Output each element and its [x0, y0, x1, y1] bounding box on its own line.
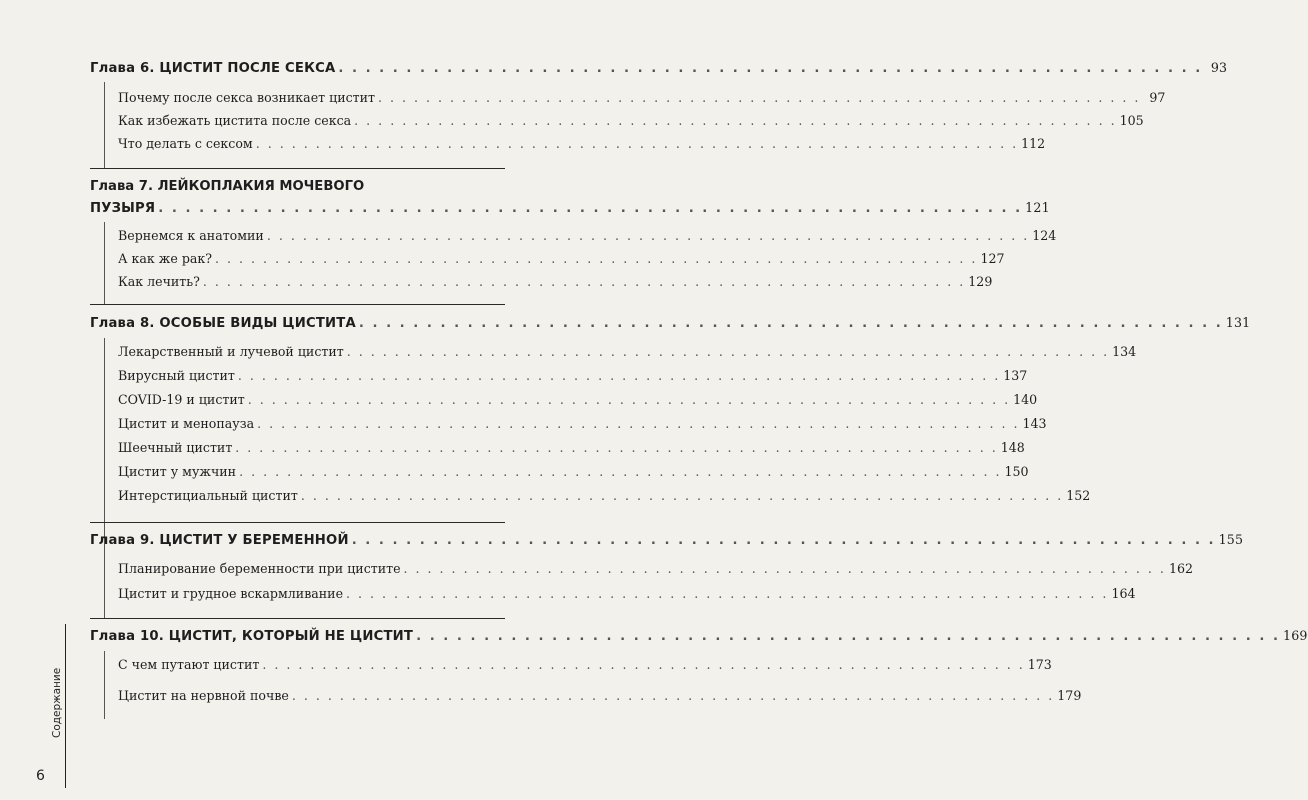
- dot-leader: . . . . . . . . . . . . . . . . . . . . . . . . . . . . . . . . . . . . . . . . . . . . . . . . . . . . . . . . . . . . . . . .: [291, 688, 1055, 703]
- entry-title: Лекарственный и лучевой цистит: [118, 344, 344, 359]
- section-bracket: [104, 555, 105, 618]
- entry-title: С чем путают цистит: [118, 657, 260, 672]
- entry-title: Вернемся к анатомии: [118, 228, 264, 243]
- entry-page: 134: [1112, 344, 1137, 359]
- chapter-title: Глава 8. ОСОБЫЕ ВИДЫ ЦИСТИТА: [90, 316, 356, 331]
- toc-chapter-8[interactable]: [90, 315, 1251, 331]
- toc-entry[interactable]: [118, 561, 1193, 576]
- entry-title: Как избежать цистита после секса: [118, 113, 352, 128]
- dot-leader: . . . . . . . . . . . . . . . . . . . . . . . . . . . . . . . . . . . . . . . . . . . . . . . . . . . . . . . . . . . . . . . .: [215, 251, 978, 266]
- dot-leader: . . . . . . . . . . . . . . . . . . . . . . . . . . . . . . . . . . . . . . . . . . . . . . . . . . . . . . . . . . . . . . . .: [266, 228, 1030, 243]
- entry-page: 179: [1057, 688, 1082, 703]
- toc-chapter-9[interactable]: [90, 532, 1244, 548]
- dot-leader: . . . . . . . . . . . . . . . . . . . . . . . . . . . . . . . . . . . . . . . . . . . . . . . . . . . . . . . . . . . . . . . .: [346, 344, 1110, 359]
- toc-chapter-7[interactable]: [90, 200, 1050, 216]
- toc-entry[interactable]: [118, 488, 1091, 503]
- toc-entry[interactable]: [118, 90, 1166, 105]
- entry-page: 173: [1027, 657, 1052, 672]
- dot-leader: . . . . . . . . . . . . . . . . . . . . . . . . . . . . . . . . . . . . . . . . . . . . . . . . . . . . . . . . . . . . . . . .: [237, 368, 1001, 383]
- chapter-title: Глава 9. ЦИСТИТ У БЕРЕМЕННОЙ: [90, 533, 349, 548]
- dot-leader: . . . . . . . . . . . . . . . . . . . . . . . . . . . . . . . . . . . . . . . . . . . . . . . . . . . . . . . . . . . . . . . .: [202, 274, 966, 289]
- toc-entry[interactable]: [118, 274, 993, 289]
- entry-page: 148: [1000, 440, 1025, 455]
- chapter-page: 169: [1282, 628, 1308, 643]
- entry-title: COVID-19 и цистит: [118, 392, 245, 407]
- entry-page: 129: [968, 274, 993, 289]
- chapter-title: Глава 10. ЦИСТИТ, КОТОРЫЙ НЕ ЦИСТИТ: [90, 629, 414, 644]
- entry-page: 140: [1013, 392, 1038, 407]
- dot-leader: . . . . . . . . . . . . . . . . . . . . . . . . . . . . . . . . . . . . . . . . . . . . . . . . . . . . . . . . . . . . . . . .: [300, 488, 1064, 503]
- entry-title: Почему после секса возникает цистит: [118, 90, 375, 105]
- dot-leader: . . . . . . . . . . . . . . . . . . . . . . . . . . . . . . . . . . . . . . . . . . . . . . . . . . . . . . . . . . . . . . . .: [346, 586, 1109, 601]
- entry-title: Вирусный цистит: [118, 368, 235, 383]
- entry-page: 124: [1032, 228, 1057, 243]
- toc-entry[interactable]: [118, 688, 1082, 703]
- dot-leader: . . . . . . . . . . . . . . . . . . . . . . . . . . . . . . . . . . . . . . . . . . . . . . . . . . . . . . . . . . . . . . . .: [358, 316, 1223, 331]
- section-divider: [90, 618, 505, 619]
- entry-page: 162: [1168, 561, 1193, 576]
- toc-chapter-6[interactable]: [90, 60, 1228, 76]
- dot-leader: . . . . . . . . . . . . . . . . . . . . . . . . . . . . . . . . . . . . . . . . . . . . . . . . . . . . . . . . . . . . . . . .: [235, 440, 998, 455]
- entry-page: 164: [1111, 586, 1136, 601]
- page-number: 6: [36, 768, 45, 784]
- entry-page: 143: [1022, 416, 1047, 431]
- toc-entry[interactable]: [118, 392, 1038, 407]
- toc-entry[interactable]: [118, 416, 1047, 431]
- entry-page: 127: [980, 251, 1005, 266]
- chapter-page: 155: [1218, 532, 1244, 547]
- section-divider: [90, 168, 505, 169]
- dot-leader: . . . . . . . . . . . . . . . . . . . . . . . . . . . . . . . . . . . . . . . . . . . . . . . . . . . . . . . . . . . . . . . .: [403, 561, 1166, 576]
- dot-leader: . . . . . . . . . . . . . . . . . . . . . . . . . . . . . . . . . . . . . . . . . . . . . . . . . . . . . . . . . . . . . . . .: [354, 113, 1117, 128]
- dot-leader: . . . . . . . . . . . . . . . . . . . . . . . . . . . . . . . . . . . . . . . . . . . . . . . . . . . . . . . . . . . . . . . .: [338, 61, 1203, 76]
- dot-leader: . . . . . . . . . . . . . . . . . . . . . . . . . . . . . . . . . . . . . . . . . . . . . . . . . . . . . . . . . . . . . . . .: [378, 90, 1141, 105]
- entry-title: Цистит на нервной почве: [118, 688, 289, 703]
- entry-title: Интерстициальный цистит: [118, 488, 298, 503]
- entry-page: 105: [1119, 113, 1144, 128]
- entry-title: Цистит и грудное вскармливание: [118, 586, 344, 601]
- dot-leader: . . . . . . . . . . . . . . . . . . . . . . . . . . . . . . . . . . . . . . . . . . . . . . . . . . . . . . . . . . . . . . . .: [247, 392, 1011, 407]
- entry-title: Цистит и менопауза: [118, 416, 255, 431]
- entry-page: 97: [1149, 90, 1166, 105]
- chapter-page: 121: [1025, 200, 1050, 215]
- entry-page: 112: [1021, 136, 1046, 151]
- margin-rule: [65, 624, 66, 788]
- toc-entry[interactable]: [118, 368, 1028, 383]
- dot-leader: . . . . . . . . . . . . . . . . . . . . . . . . . . . . . . . . . . . . . . . . . . . . . . . . . . . . . . . . . . . . . . . .: [351, 533, 1216, 548]
- dot-leader: . . . . . . . . . . . . . . . . . . . . . . . . . . . . . . . . . . . . . . . . . . . . . . . . . . . . . . . . . . . . . . . .: [239, 464, 1002, 479]
- running-header: Содержание: [51, 667, 63, 738]
- chapter-title: Глава 6. ЦИСТИТ ПОСЛЕ СЕКСА: [90, 61, 336, 76]
- dot-leader: . . . . . . . . . . . . . . . . . . . . . . . . . . . . . . . . . . . . . . . . . . . . . . . . . . . . . . . . . . . . . . . .: [262, 657, 1025, 672]
- chapter-page: 93: [1210, 60, 1228, 75]
- section-divider: [90, 304, 505, 305]
- entry-page: 150: [1004, 464, 1029, 479]
- section-bracket: [104, 651, 105, 719]
- toc-entry[interactable]: [118, 344, 1137, 359]
- section-bracket: [104, 222, 105, 304]
- toc-entry[interactable]: [118, 440, 1025, 455]
- toc-entry[interactable]: [118, 228, 1057, 243]
- entry-title: А как же рак?: [118, 251, 213, 266]
- toc-entry[interactable]: [118, 136, 1046, 151]
- toc-entry[interactable]: [118, 113, 1144, 128]
- toc-entry[interactable]: [118, 251, 1005, 266]
- toc-entry[interactable]: [118, 464, 1029, 479]
- entry-title: Шеечный цистит: [118, 440, 233, 455]
- entry-title: Что делать с сексом: [118, 136, 253, 151]
- entry-page: 137: [1003, 368, 1028, 383]
- entry-page: 152: [1066, 488, 1091, 503]
- dot-leader: . . . . . . . . . . . . . . . . . . . . . . . . . . . . . . . . . . . . . . . . . . . . . . . . . . . . . . . . . . . . . . . .: [158, 201, 1023, 216]
- chapter-page: 131: [1225, 315, 1251, 330]
- dot-leader: . . . . . . . . . . . . . . . . . . . . . . . . . . . . . . . . . . . . . . . . . . . . . . . . . . . . . . . . . . . . . . . .: [257, 416, 1020, 431]
- chapter-title-line-1[interactable]: Глава 7. ЛЕЙКОПЛАКИЯ МОЧЕВОГО: [90, 179, 365, 194]
- toc-entry[interactable]: [118, 657, 1052, 672]
- toc-chapter-10[interactable]: [90, 628, 1308, 644]
- dot-leader: . . . . . . . . . . . . . . . . . . . . . . . . . . . . . . . . . . . . . . . . . . . . . . . . . . . . . . . . . . . . . . . .: [416, 629, 1280, 644]
- section-bracket: [104, 82, 105, 168]
- chapter-title: ПУЗЫРЯ: [90, 201, 156, 216]
- entry-title: Цистит у мужчин: [118, 464, 237, 479]
- dot-leader: . . . . . . . . . . . . . . . . . . . . . . . . . . . . . . . . . . . . . . . . . . . . . . . . . . . . . . . . . . . . . . . .: [255, 136, 1019, 151]
- toc-entry[interactable]: [118, 586, 1136, 601]
- entry-title: Как лечить?: [118, 274, 200, 289]
- section-divider: [90, 522, 505, 523]
- entry-title: Планирование беременности при цистите: [118, 561, 401, 576]
